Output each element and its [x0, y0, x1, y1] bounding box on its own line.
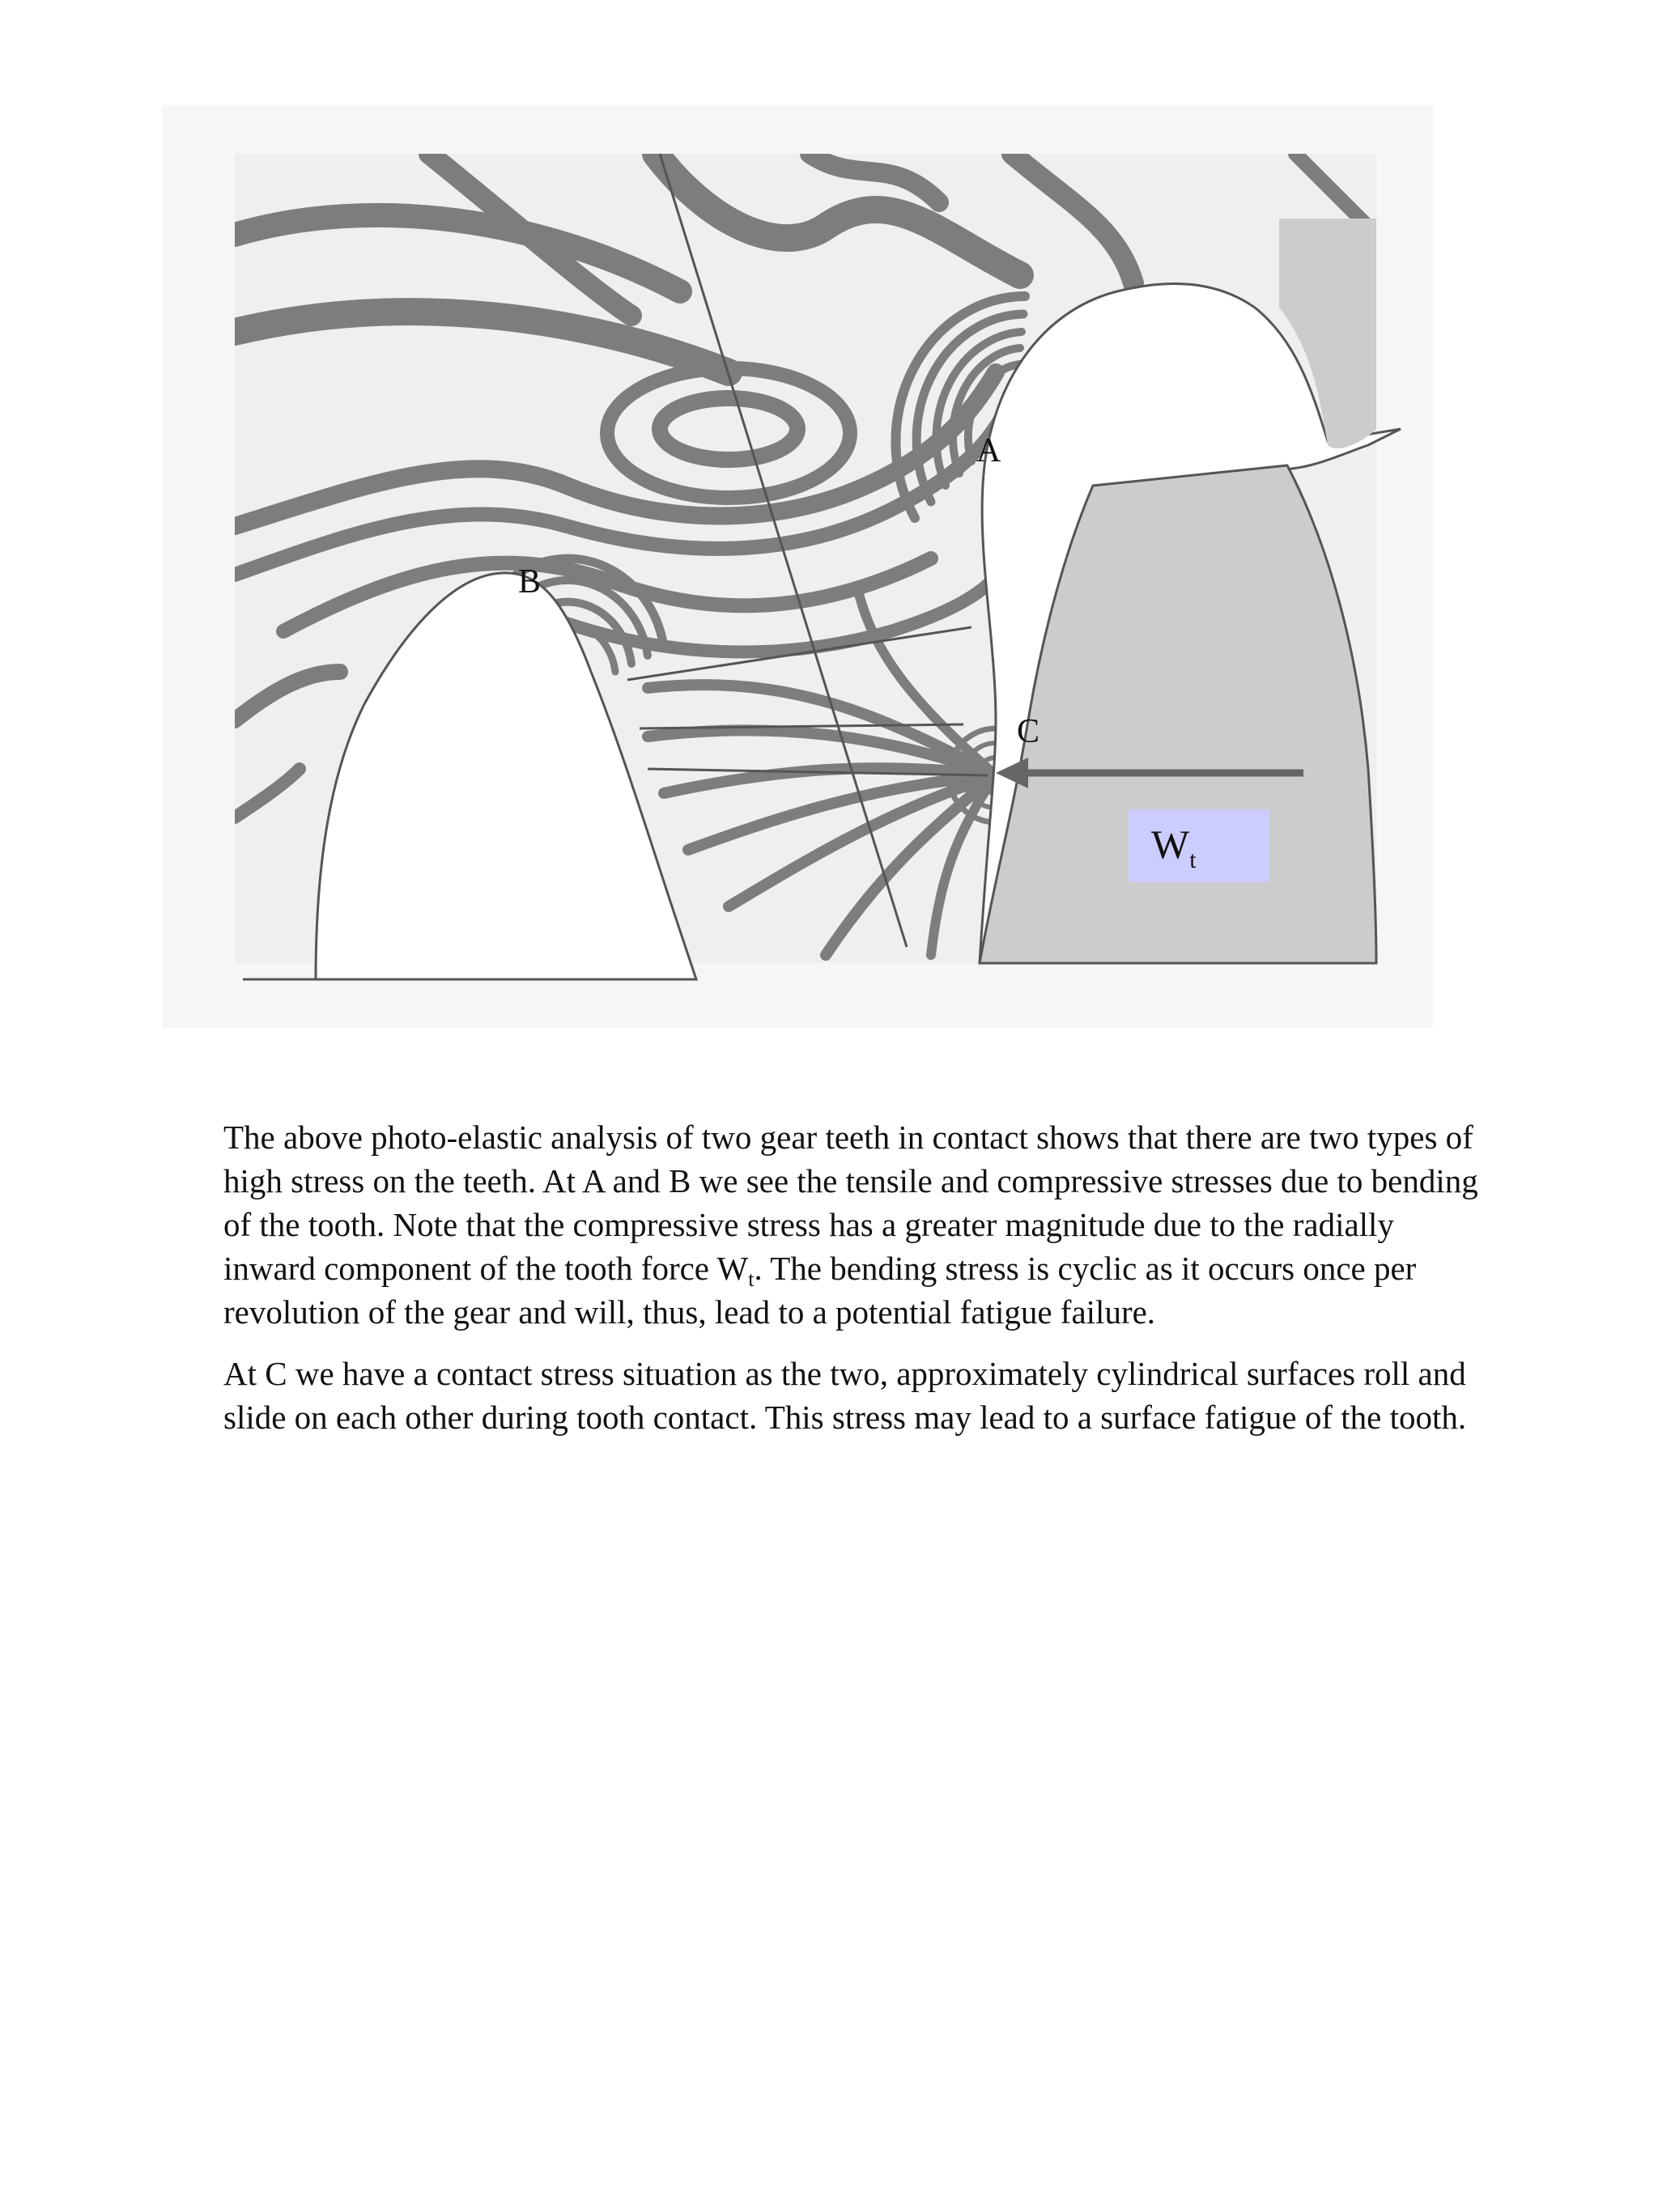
paragraph-contact-stress: At C we have a contact stress situation as the two, approximately cylindrical surfaces roll and slide on each other during tooth contact. This stress may lead to a surface fatigue of the tooth.	[223, 1355, 1467, 1436]
photoelastic-figure	[162, 105, 1433, 1028]
label-a: A	[976, 432, 1001, 469]
label-c: C	[1017, 713, 1040, 750]
force-subscript: t	[748, 1267, 755, 1291]
label-b: B	[518, 563, 542, 601]
photoelastic-image	[162, 105, 1433, 1028]
paragraph-1-text-end: . The bending stress is cyclic as it occurs once per revolution of the gear and will, thus, lead to a potential fatigue failure.	[223, 1250, 1417, 1331]
force-label: $W_t$	[1151, 822, 1197, 873]
body-text	[223, 1115, 1486, 1457]
force-label-box	[1129, 809, 1269, 882]
paragraph-1-text: The above photo-elastic analysis of two gear teeth in contact shows that there are two types of high stress on the teeth. At A and B we see the tensile and compressive stresses due to bending of the tooth. Note that the compressive stress has a greater magnitude due to the radially inward component of the tooth force W	[223, 1119, 1478, 1287]
paragraph-bending-stress	[223, 1115, 1486, 1334]
